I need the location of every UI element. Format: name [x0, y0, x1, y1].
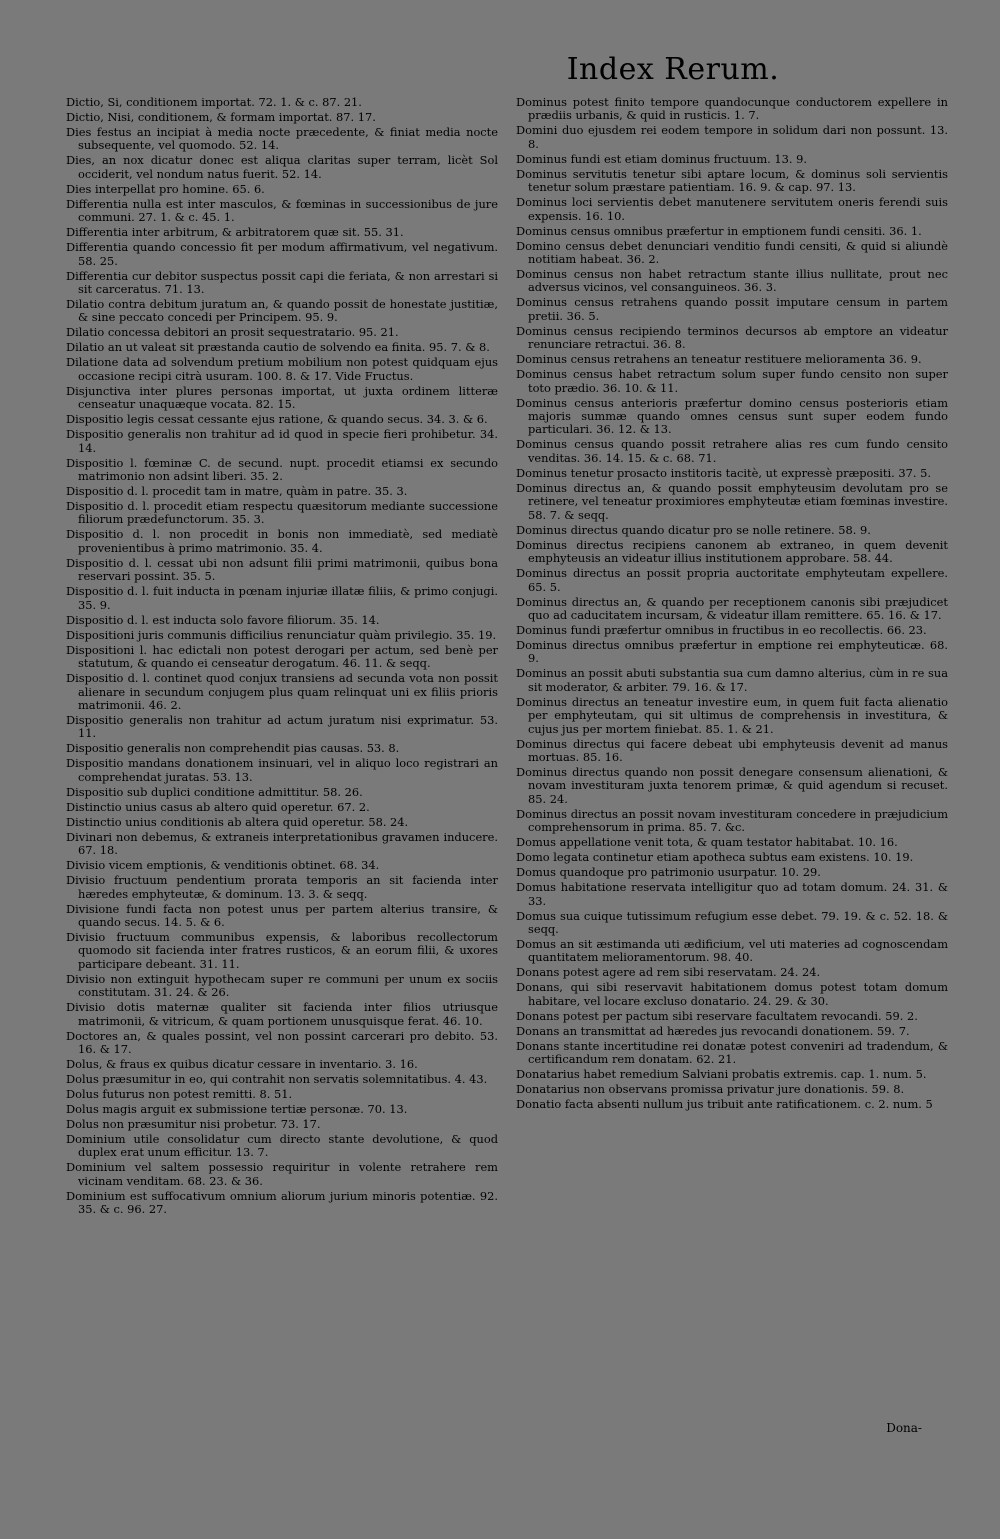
- index-entry: Domus an sit æstimanda uti ædificium, vel uti materies ad cognoscendam quantitatem melioramentorum. 98. 40.: [516, 936, 948, 965]
- index-entry: Dominus directus quando dicatur pro se nolle retinere. 58. 9.: [516, 522, 871, 537]
- index-entry: Dispositio sub duplici conditione admittitur. 58. 26.: [66, 784, 363, 799]
- index-entry: Dilatio contra debitum juratum an, & quando possit de honestate justitiæ, & sine peccato concedi per Principem. 95. 9.: [66, 297, 498, 325]
- page-title: Index Rerum.: [566, 52, 780, 87]
- index-entry: Dilatio an ut valeat sit præstanda cautio de solvendo ea finita. 95. 7. & 8.: [66, 340, 490, 355]
- index-entry: Dispositio d. l. cessat ubi non adsunt filii primi matrimonii, quibus bona reservari possint. 35. 5.: [66, 555, 498, 584]
- index-entry: Divisione fundi facta non potest unus per partem alterius transire, & quando secus. 14. 5. & 6.: [66, 901, 498, 929]
- index-entry: Dolus magis arguit ex submissione tertiæ personæ. 70. 13.: [66, 1101, 408, 1116]
- index-entry: Differentia nulla est inter masculos, & fœminas in successionibus de jure communi. 27. 1. & c. 45. 1.: [66, 196, 498, 225]
- index-entry: Divisio non extinguit hypothecam super re communi per unum ex sociis constitutam. 31. 24. & 26.: [66, 971, 498, 1000]
- index-entry: Dolus, & fraus ex quibus dicatur cessare in inventario. 3. 16.: [66, 1056, 418, 1071]
- index-entry: Dominus census anterioris præfertur domino census posterioris etiam majoris summæ quando omnes census sunt super eodem fundo particulari. 36. 12. & 13.: [516, 395, 948, 437]
- index-entry: Dies, an nox dicatur donec est aliqua claritas super terram, licèt Sol occiderit, vel nondum natus fuerit. 52. 14.: [66, 153, 498, 181]
- index-entry: Differentia cur debitor suspectus possit capi die feriata, & non arrestari si sit carceratus. 71. 13.: [66, 268, 498, 297]
- index-columns: [66, 96, 960, 1218]
- index-entry: Dolus præsumitur in eo, qui contrahit non servatis solemnitatibus. 4. 43.: [66, 1071, 488, 1086]
- index-entry: Dominus census quando possit retrahere alias res cum fundo censito venditas. 36. 14. 15. & c. 68. 71.: [516, 437, 948, 465]
- index-entry: Dominus directus recipiens canonem ab extraneo, in quem devenit emphyteusis an videatur illius institutionem approbare. 58. 44.: [516, 537, 948, 566]
- index-entry: Dispositio d. l. continet quod conjux transiens ad secunda vota non possit alienare in secundum conjugem plus quam relinquat uni ex filiis prioris matrimonii. 46. 2.: [66, 671, 498, 712]
- index-entry: Dominus directus an, & quando per receptionem canonis sibi præjudicet quo ad caducitatem incursam, & videatur illam remittere. 65. 16. & 17.: [516, 594, 948, 622]
- index-entry: Dies interpellat pro homine. 65. 6.: [66, 181, 265, 196]
- index-entry: Dominus fundi est etiam dominus fructuum. 13. 9.: [516, 151, 807, 166]
- index-entry: Donans potest agere ad rem sibi reservatam. 24. 24.: [516, 965, 821, 980]
- index-entry: Dispositio generalis non trahitur ad id quod in specie fieri prohibetur. 34. 14.: [66, 427, 498, 455]
- index-entry: Dominus an possit abuti substantia sua cum damno alterius, cùm in re sua sit moderator, & arbiter. 79. 16. & 17.: [516, 666, 948, 694]
- index-entry: Dominus potest finito tempore quandocunque conductorem expellere in prædiis urbanis, & quid in rusticis. 1. 7.: [516, 95, 948, 123]
- index-entry: Dispositio mandans donationem insinuari, vel in aliquo loco registrari an comprehendat juratas. 53. 13.: [66, 756, 498, 784]
- index-entry: Dominium est suffocativum omnium aliorum jurium minoris potentiæ. 92. 35. & c. 96. 27.: [66, 1188, 498, 1217]
- index-entry: Dominus census habet retractum solum super fundo censito non super toto prædio. 36. 10. & 11.: [516, 367, 948, 395]
- index-entry: Domus appellatione venit tota, & quam testator habitabat. 10. 16.: [516, 835, 898, 850]
- index-entry: Dies festus an incipiat à media nocte præcedente, & finiat media nocte subsequente, vel quomodo. 52. 14.: [66, 125, 498, 153]
- index-entry: Divisio fructuum communibus expensis, & laboribus recollectorum quomodo sit facienda inter fratres rusticos, & an eorum filii, & uxores participare debeant. 31. 11.: [66, 929, 498, 971]
- index-entry: Dispositio l. fœminæ C. de secund. nupt. procedit etiamsi ex secundo matrimonio non adsint liberi. 35. 2.: [66, 455, 498, 484]
- index-entry: Dominus directus quando non possit denegare consensum alienationi, & novam investituram juxta tenorem primæ, & quid agendum si recuset. 85. 24.: [516, 764, 948, 806]
- index-entry: Donans stante incertitudine rei donatæ potest conveniri ad tradendum, & certificandum rem donatam. 62. 21.: [516, 1038, 948, 1067]
- index-entry: Dominus directus an, & quando possit emphyteusim devolutam pro se retinere, vel teneatur proximiores emphyteutæ etiam fœminas investire. 58. 7. & seqq.: [516, 480, 949, 522]
- index-entry: Dolus futurus non potest remitti. 8. 51.: [66, 1086, 293, 1101]
- index-entry: Dilatio concessa debitori an prosit sequestratario. 95. 21.: [66, 325, 399, 340]
- index-entry: Dispositio generalis non trahitur ad actum juratum nisi exprimatur. 53. 11.: [66, 712, 498, 741]
- index-entry: Dominus servitutis tenetur sibi aptare locum, & dominus soli servientis tenetur solum præstare patientiam. 16. 9. & cap. 97. 13.: [516, 166, 948, 195]
- index-entry: Donans an transmittat ad hæredes jus revocandi donationem. 59. 7.: [516, 1023, 910, 1038]
- index-entry: Divisio dotis maternæ qualiter sit facienda inter filios utriusque matrimonii, & vitricum, & quam portionem unusquisque ferat. 46. 10.: [66, 1000, 498, 1028]
- index-entry: Dominium vel saltem possessio requiritur in volente retrahere rem vicinam venditam. 68. 23. & 36.: [66, 1160, 498, 1188]
- index-entry: Domo legata continetur etiam apotheca subtus eam existens. 10. 19.: [516, 850, 914, 865]
- index-entry: Dominus loci servientis debet manutenere servitutem oneris ferendi suis expensis. 16. 10.: [516, 195, 948, 223]
- index-entry: Dispositio d. l. fuit inducta in pœnam injuriæ illatæ filiis, & primo conjugi. 35. 9.: [66, 584, 498, 612]
- index-entry: Dispositio d. l. procedit tam in matre, quàm in patre. 35. 3.: [66, 484, 408, 499]
- index-entry: Dispositio legis cessat cessante ejus ratione, & quando secus. 34. 3. & 6.: [66, 412, 488, 427]
- index-entry: Differentia inter arbitrum, & arbitratorem quæ sit. 55. 31.: [66, 225, 404, 240]
- index-entry: Domus sua cuique tutissimum refugium esse debet. 79. 19. & c. 52. 18. & seqq.: [516, 908, 948, 936]
- index-entry: Donatarius non observans promissa privatur jure donationis. 59. 8.: [516, 1082, 905, 1097]
- index-entry: Dominus tenetur prosacto institoris tacitè, ut expressè præpositi. 37. 5.: [516, 465, 931, 480]
- index-entry: Dominus directus an possit novam investituram concedere in præjudicium comprehensorum in prima. 85. 7. &c.: [516, 806, 948, 835]
- left-column: [66, 96, 498, 1218]
- index-entry: Differentia quando concessio fit per modum affirmativum, vel negativum. 58. 25.: [66, 240, 498, 268]
- index-entry: Dispositio d. l. non procedit in bonis non immediatè, sed mediatè provenientibus à primo matrimonio. 35. 4.: [66, 527, 498, 555]
- index-entry: Dominus census non habet retractum stante illius nullitate, prout nec adversus vicinos, vel consanguineos. 36. 3.: [516, 267, 948, 295]
- catchword: Dona-: [886, 1421, 922, 1435]
- index-entry: Dominium utile consolidatur cum directo stante devolutione, & quod duplex erat unum efficitur. 13. 7.: [66, 1131, 498, 1160]
- index-entry: Distinctio unius conditionis ab altera quid operetur. 58. 24.: [66, 814, 409, 829]
- index-entry: Dolus non præsumitur nisi probetur. 73. 17.: [66, 1116, 321, 1131]
- index-entry: Dispositioni juris communis difficilius renunciatur quàm privilegio. 35. 19.: [66, 627, 497, 642]
- index-entry: Dominus directus an possit propria auctoritate emphyteutam expellere. 65. 5.: [516, 566, 948, 594]
- index-entry: Donatarius habet remedium Salviani probatis extremis. cap. 1. num. 5.: [516, 1067, 927, 1082]
- index-entry: Domino census debet denunciari venditio fundi censiti, & quid si aliundè notitiam habeat. 36. 2.: [516, 238, 948, 267]
- index-entry: Dictio, Si, conditionem importat. 72. 1. & c. 87. 21.: [66, 95, 362, 109]
- index-entry: Distinctio unius casus ab altero quid operetur. 67. 2.: [66, 799, 370, 814]
- index-entry: Dictio, Nisi, conditionem, & formam importat. 87. 17.: [66, 110, 376, 124]
- index-entry: Dominus census recipiendo terminos decursos ab emptore an videatur renunciare retractui. 36. 8.: [516, 323, 948, 352]
- index-entry: Donatio facta absenti nullum jus tribuit ante ratificationem. c. 2. num. 5: [516, 1097, 933, 1112]
- index-entry: Dominus directus qui facere debeat ubi emphyteusis devenit ad manus mortuas. 85. 16.: [516, 736, 948, 764]
- index-entry: Dispositioni l. hac edictali non potest derogari per actum, sed benè per statutum, & quando ei censeatur derogatum. 46. 11. & seqq.: [66, 642, 498, 671]
- index-entry: Donans potest per pactum sibi reservare facultatem revocandi. 59. 2.: [516, 1008, 918, 1023]
- index-entry: Dominus census retrahens quando possit imputare censum in partem pretii. 36. 5.: [516, 295, 948, 323]
- index-entry: Dispositio d. l. est inducta solo favore filiorum. 35. 14.: [66, 612, 380, 627]
- right-column: [516, 96, 948, 1218]
- index-entry: Divinari non debemus, & extraneis interpretationibus gravamen inducere. 67. 18.: [66, 829, 498, 858]
- index-entry: Dominus fundi præfertur omnibus in fructibus in eo recollectis. 66. 23.: [516, 622, 927, 637]
- index-entry: Dilatione data ad solvendum pretium mobilium non potest quidquam ejus occasione recipi citrà usuram. 100. 8. & 17. Vide Fructus.: [66, 355, 498, 383]
- index-entry: Divisio vicem emptionis, & venditionis obtinet. 68. 34.: [66, 858, 380, 873]
- index-entry: Donans, qui sibi reservavit habitationem domus potest totam domum habitare, vel locare excluso donatario. 24. 29. & 30.: [516, 980, 948, 1008]
- index-entry: Domus quandoque pro patrimonio usurpatur. 10. 29.: [516, 865, 821, 880]
- index-entry: Dispositio generalis non comprehendit pias causas. 53. 8.: [66, 741, 400, 756]
- index-entry: Divisio fructuum pendentium prorata temporis an sit facienda inter hæredes emphyteutæ, & dominum. 13. 3. & seqq.: [66, 873, 498, 901]
- index-entry: Domus habitatione reservata intelligitur quo ad totam domum. 24. 31. & 33.: [516, 880, 948, 908]
- index-entry: Dominus census retrahens an teneatur restituere melioramenta 36. 9.: [516, 352, 922, 367]
- index-entry: Dominus directus an teneatur investire eum, in quem fuit facta alienatio per emphyteutam, qui sit ultimus de comprehensis in investitura, & cujus jus per mortem finiebat. 85. 1. & 21.: [516, 694, 948, 736]
- index-entry: Doctores an, & quales possint, vel non possint carcerari pro debito. 53. 16. & 17.: [66, 1028, 498, 1056]
- index-entry: Domini duo ejusdem rei eodem tempore in solidum dari non possunt. 13. 8.: [516, 123, 948, 151]
- index-entry: Dominus directus omnibus præfertur in emptione rei emphyteuticæ. 68. 9.: [516, 637, 948, 666]
- index-entry: Dominus census omnibus præfertur in emptionem fundi censiti. 36. 1.: [516, 223, 922, 238]
- index-entry: Disjunctiva inter plures personas importat, ut juxta ordinem litteræ censeatur unaquæque vocata. 82. 15.: [66, 383, 498, 412]
- index-entry: Dispositio d. l. procedit etiam respectu quæsitorum mediante successione filiorum prædefunctorum. 35. 3.: [66, 499, 498, 527]
